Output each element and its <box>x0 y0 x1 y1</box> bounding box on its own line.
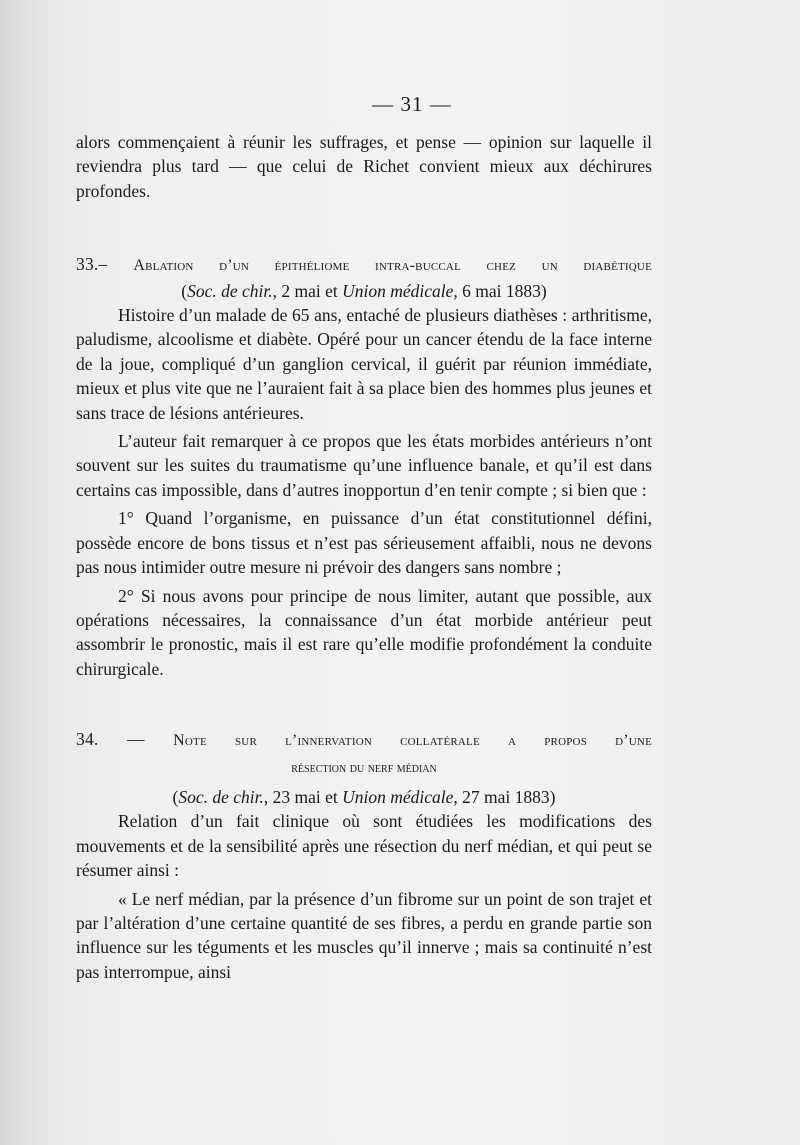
page-body <box>76 130 652 984</box>
entry-34-paragraph-2: « Le nerf médian, par la présence d’un fibrome sur un point de son trajet et par l’altération d’une certaine quantité de ses fibres, a perdu en grande partie son influence sur les téguments et les muscles qu’il innerve ; mais sa continuité n’est pas interrompue, ainsi <box>76 888 652 982</box>
section-spacer <box>76 681 652 727</box>
citation-society: Soc. de chir. <box>187 280 273 301</box>
citation-journal: Union médicale <box>342 280 454 301</box>
section-spacer <box>76 203 652 252</box>
citation-society: Soc. de chir. <box>178 786 264 807</box>
opening-paragraph: alors commençaient à réunir les suffrages, et pense — opinion sur laquelle il reviendra plus tard — que celui de Richet convient mieux aux déchirures profondes. <box>76 132 652 201</box>
entry-34-citation: (Soc. de chir., 23 mai et Union médicale, 27 mai 1883) <box>172 786 556 807</box>
entry-34-title-line-2-wrap <box>76 754 652 781</box>
page-number: — 31 — <box>372 92 452 116</box>
entry-34-title-line-1: Note sur l’innervation collatérale a propos d’une <box>173 732 652 750</box>
entry-33-item-1: 1° Quand l’organisme, en puissance d’un état constitutionnel défini, possède encore de bons tissus et n’est pas sérieusement affaibli, nous ne devons pas nous intimider outre mesure ni prévoir des dangers sans nombre ; <box>76 508 652 578</box>
entry-33-citation: (Soc. de chir., 2 mai et Union médicale, 6 mai 1883) <box>181 280 547 301</box>
entry-33-paragraph-1: Histoire d’un malade de 65 ans, entaché de plusieurs diathèses : arthritisme, paludisme, alcoolisme et diabète. Opéré pour un cancer étendu de la face interne de la joue, compliqué d’un ganglion cervical, il guérit par réunion immédiate, mieux et plus vite que ne l’auraient fait à sa place bien des hommes plus jeunes et sans trace de lésions antérieures. <box>76 305 652 423</box>
entry-34-number: 34. — <box>76 729 145 750</box>
entry-34-paragraph-1: Relation d’un fait clinique où sont étudiées les modifications des mouvements et de la sensibilité après une résection du nerf médian, et qui peut se résumer ainsi : <box>76 811 652 881</box>
entry-33-number: 33.– <box>76 254 108 275</box>
entry-34-title-line-2: résection du nerf médian <box>291 760 437 776</box>
entry-33-paragraph-2: L’auteur fait remarquer à ce propos que les états morbides antérieurs n’ont souvent sur les suites du traumatisme qu’une influence banale, et qu’il est dans certains cas impossible, dans d’autres inopportun d’en tenir compte ; si bien que : <box>76 431 652 500</box>
entry-33-title: Ablation d’un épithéliome intra-buccal chez un diabétique <box>133 257 652 275</box>
entry-34-heading <box>76 727 652 753</box>
entry-33-heading <box>76 252 652 278</box>
citation-journal: Union médicale <box>342 786 454 807</box>
entry-33-item-2: 2° Si nous avons pour principe de nous limiter, autant que possible, aux opérations nécessaires, la connaissance d’un état morbide antérieur peut assombrir le pronostic, mais il est rare qu’elle modifie profondément la conduite chirurgicale. <box>76 585 652 679</box>
